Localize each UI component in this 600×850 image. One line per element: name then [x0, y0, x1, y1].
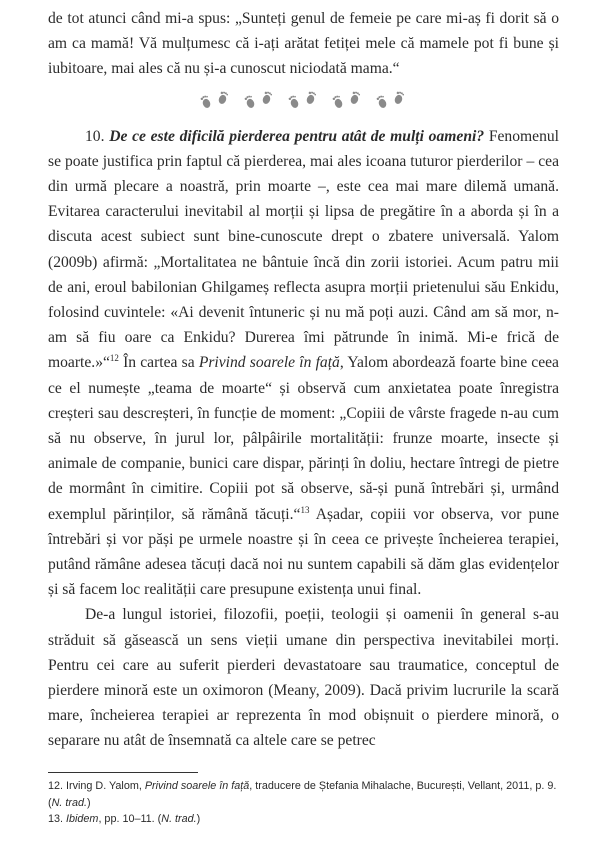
translator-note: N. trad.: [51, 796, 88, 809]
footprints-divider-icon: [287, 90, 321, 108]
footnote-text: , pp. 10–11. (: [98, 813, 162, 825]
paragraph-text: În cartea sa: [118, 354, 199, 372]
footnote-separator: [48, 772, 198, 773]
footprints-divider-icon: [375, 90, 409, 108]
book-title: Privind soarele în față: [198, 354, 340, 372]
paragraph-question-10: [48, 124, 559, 603]
footnote-ref-12[interactable]: 12: [109, 353, 119, 364]
footnotes: [48, 778, 559, 828]
paragraph-text: Așadar, copiii vor observa, vor pune întrebări și vor păși pe urmele noastre și în ceea ce privește încheierea terapiei, putând rămâne adesea tăcuți dacă noi nu suntem capabili să dăm glas evidențelor și să facem loc realității care presupune existența unui final.: [48, 505, 559, 599]
footnote-ref-13[interactable]: 13: [300, 504, 310, 515]
footnote-text: ): [196, 813, 201, 825]
body-text: [48, 6, 559, 754]
footnote-13: [48, 811, 559, 828]
footprints-divider-icon: [331, 90, 365, 108]
paragraph-text: , Yalom abordează foarte bine ceea ce el numește „teama de moarte“ și observă cum anxietatea poate înregistra creșteri sau descreșteri, în funcție de moment: „Copiii de vârste fragede n-au cum să nu observe, în jurul lor, pâlpâirile mortalității: frunze moarte, insecte și animale de companie, bunici care dispar, părinți în doliu, hectare întregi de pietre de mormânt în cimitire. Copiii pot să observe, să-și pună întrebări și, urmând exemplul părinților, să rămână tăcuți.“: [48, 354, 559, 523]
footprints-divider: [48, 86, 559, 112]
footnote-12: [48, 778, 559, 811]
paragraph-history: De-a lungul istoriei, filozofii, poeții, teologii și oamenii în general s-au străduit să găsească un sens vieții umane din perspectiva inevitabilei morți. Pentru cei care au suferit pierderi devastatoare sau traumatice, conceptul de pierdere minoră este un oximoron (Meany, 2009). Dacă privim lucrurile la scară mare, încheierea terapiei ar reprezenta în mod obișnuit o pierdere minoră, o separare nu atât de însemnată ca altele care se petrec: [48, 606, 559, 750]
footnote-ibidem: Ibidem: [66, 813, 99, 825]
footnote-book-title: Privind soarele în față: [144, 780, 250, 792]
footnote-text: ): [87, 796, 91, 809]
footnote-text: 13.: [48, 813, 67, 825]
paragraph-quote-end: de tot atunci când mi-a spus: „Sunteți genul de femeie pe care mi-aș fi dorit să o am ca mamă! Vă mulțumesc că i-ați arătat fetiței mele că mamele pot fi bune și iubitoare, mai ales că nu și-a cunoscut niciodată mama.“: [48, 10, 559, 78]
question-title: De ce este dificilă pierderea pentru atât de mulți oameni?: [109, 127, 485, 145]
footnote-text: , traducere de Ștefania Mihalache, București, Vellant, 2011, p. 9. (: [48, 780, 557, 809]
footprints-divider-icon: [199, 90, 233, 108]
footprints-divider-icon: [243, 90, 277, 108]
footnote-text: 12. Irving D. Yalom,: [48, 780, 145, 792]
translator-note: N. trad.: [161, 813, 197, 825]
paragraph-text: Fenomenul se poate justifica prin faptul că pierderea, mai ales icoana tuturor pierderilor – cea din urmă plecare a noastră, prin moarte –, este cea mai mare dilemă umană. Evitarea caracterului inevitabil al morții și lipsa de pregătire în a aborda și în a discuta acest subiect sunt bine-cunoscute drept o zbatere universală. Yalom (2009b) afirmă: „Mortalitatea ne bântuie încă din zorii istoriei. Acum patru mii de ani, eroul babilonian Ghilgameș reflecta asupra morții prietenului său Enkidu, folosind cuvintele: «Ai devenit întuneric și nu mă poți auzi. Când am să mor, n-am să fiu oare ca Enkidu? Durerea îmi pătrunde în inimă. Mi-e frică de moarte.»“: [48, 127, 559, 372]
question-number: 10.: [85, 127, 105, 145]
